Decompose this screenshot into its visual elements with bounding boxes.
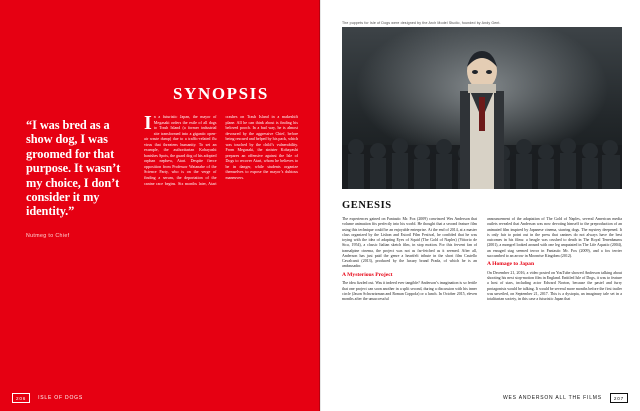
pullquote-text: “I was bred as a show dog, I was groomed for that purpose. It wasn’t my choice, I don’t consider it my identity.”: [26, 118, 121, 219]
page-number-left: 206: [12, 393, 30, 403]
photo-illustration: [342, 27, 622, 189]
pullquote-block: [26, 28, 138, 389]
pullquote-attribution: Nutmeg to Chief: [26, 232, 70, 239]
photo-caption: The puppets for Isle of Dogs were designed by the Arch Model Studio, founded by Andy Gent.: [342, 21, 501, 25]
synopsis-paragraph: In a futuristic Japan, the mayor of Megasaki orders the exile of all dogs to Trash Island (a former industrial site transformed into a gigantic open-air waste dump) due to a traffic-related flu virus that threatens humanity. To set an example, the authoritarian Kobayashi banishes Spots, the guard dog of his adopted orphan nephew, Atari. Despite fierce opposition from Professor Watanabe of the Science Party, who is on the verge of finding a serum, the deportation of the canine race begins. Six months later, Atari crashes on Trash Island in a makeshift plane. All he can think about is finding his beloved pooch. In a bad way, he is almost devoured by the aggressive Chief, before being rescued and helped by his pack, which was touched by the child’s vulnerability. From Megasaki, the sinister Kobayashi prepares an offensive against the Isle of Dogs to recover Atari, whom he believes to be in danger, while students organize themselves to expose the mayor’s dubious maneuvers.: [144, 112, 298, 186]
running-head-left: ISLE OF DOGS: [38, 395, 83, 401]
left-footer: [12, 393, 83, 403]
running-head-right: WES ANDERSON ALL THE FILMS: [503, 395, 602, 401]
synopsis-section: [138, 28, 298, 389]
genesis-paragraph-4: On December 21, 2016, a video posted on YouTube showed Anderson talking about shooting his next stop-motion film in England. Entitled Isle of Dogs, it was to feature a host of stars, including actor Edward Norton, because the pastel and furry protagonists would be talking. It would be several more months before the first trailer was unveiled, on September 21, 2017. This is a dystopia, an imaginary tale set in a totalitarian society, in this case a futuristic Japan that: [487, 269, 622, 301]
subhead-mysterious-project: A Mysterious Project: [342, 271, 393, 278]
film-still-photo: [342, 27, 622, 189]
genesis-paragraph-3: announcement of the adaptation of The Gold of Naples, several American media outlets revealed that Anderson was now devoting himself to the preproduction of an animated film inspired by Japanese cinema, starring dogs. The mystery deepened. It is only fair to point out in the press that canines do not always have the best outcomes in his films: a beagle was crushed to death in The Royal Tenenbaums (2001), a mongrel looked around with one leg amputated in The Life Aquatic (2004), an enraged stag seemed terror in Fantastic Mr. Fox (2009), and a fox terrier succumbed to an arrow in Moonrise Kingdom (2012).: [487, 216, 622, 258]
genesis-paragraph-1: The experiences gained on Fantastic Mr. Fox (2009) convinced Wes Anderson that volume animation fits perfectly into his world. He thought that a second feature film using this technique could be an enjoyable enterprise. At the end of 2014, at a master class organized by the Lisbon and Estoril Film Festival, he confided that he was toying with the idea of adapting Eyes of Squid (The Gold of Naples) (Vittorio de Sica, 1954), a classic Italian sketch film, in stop motion. For this fervent fan of transalpine cinema, the project was not as far-fetched as it seemed. After all, Anderson has just paid the genre a heartfelt tribute in the short film Castello Cavalcanti (2013), produced by the luxury brand Prada, of which he is an ambassador.: [342, 216, 477, 269]
synopsis-body: [144, 114, 298, 186]
synopsis-heading: SYNOPSIS: [173, 84, 269, 103]
subhead-homage-to-japan: A Homage to Japan: [487, 261, 535, 267]
right-footer: [503, 393, 628, 403]
page-number-right: 207: [610, 393, 628, 403]
genesis-body: [342, 216, 622, 305]
genesis-paragraph-2: The idea fizzled out. Was it indeed ever tangible? Anderson’s imagination is so fertile that one project can soon another in a split second, during a discussion with his inner circle (Jason Schwartzman and Roman Coppola) or a lunch. In October 2015, eleven months after the unsuccessful: [342, 280, 477, 301]
genesis-heading: GENESIS: [342, 200, 392, 211]
right-page: [320, 0, 640, 411]
book-gutter: [319, 0, 321, 411]
genesis-section: [342, 200, 622, 387]
